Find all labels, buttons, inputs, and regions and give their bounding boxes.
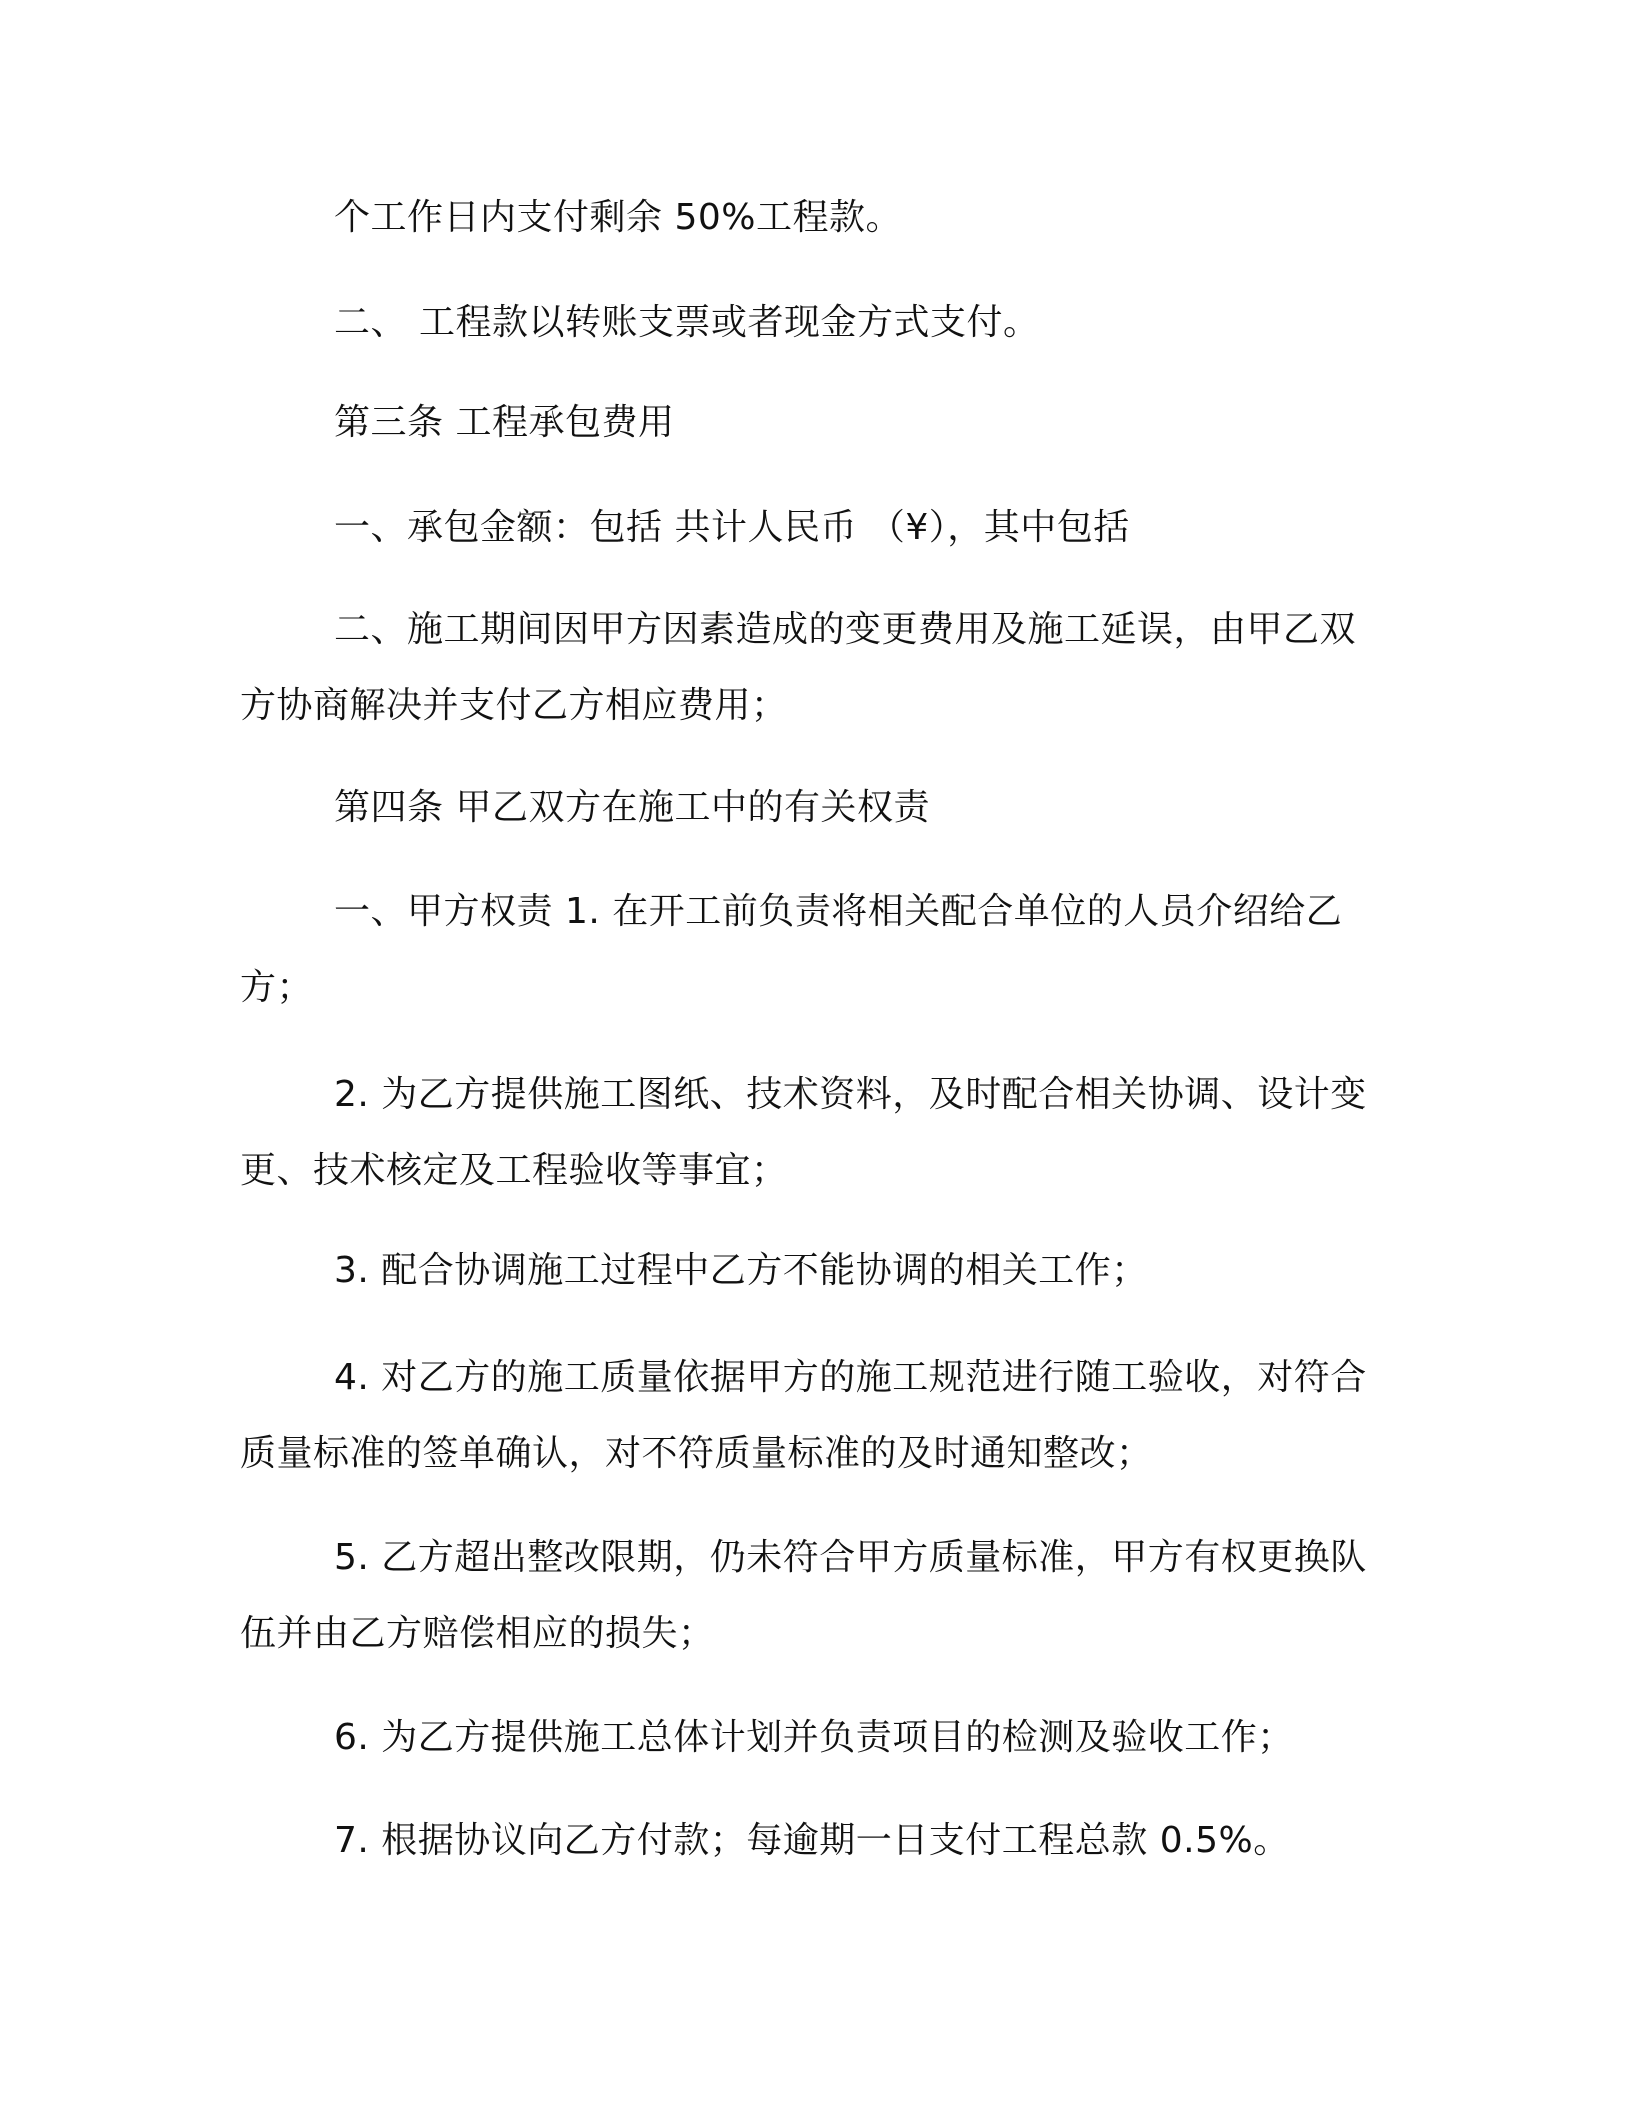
paragraph-line: 3. 配合协调施工过程中乙方不能协调的相关工作； xyxy=(334,1250,1148,1291)
section-heading-3 xyxy=(240,385,1400,461)
paragraph-line: 7. 根据协议向乙方付款；每逾期一日支付工程总款 0.5%。 xyxy=(334,1820,1290,1861)
paragraph-line: 第三条 工程承包费用 xyxy=(334,402,675,443)
paragraph-line: 个工作日内支付剩余 50%工程款。 xyxy=(334,197,902,238)
paragraph-11 xyxy=(240,1520,1400,1672)
paragraph-5 xyxy=(240,592,1400,744)
paragraph-1 xyxy=(240,180,1400,256)
paragraph-line: 质量标准的签单确认，对不符质量标准的及时通知整改； xyxy=(240,1433,1153,1474)
paragraph-8 xyxy=(240,1057,1400,1209)
paragraph-line: 二、 工程款以转账支票或者现金方式支付。 xyxy=(334,302,1040,343)
paragraph-line: 2. 为乙方提供施工图纸、技术资料，及时配合相关协调、设计变 xyxy=(334,1074,1367,1115)
paragraph-line: 5. 乙方超出整改限期，仍未符合甲方质量标准，甲方有权更换队 xyxy=(334,1537,1367,1578)
paragraph-12 xyxy=(240,1700,1400,1776)
paragraph-13 xyxy=(240,1803,1400,1879)
paragraph-line: 二、施工期间因甲方因素造成的变更费用及施工延误，由甲乙双 xyxy=(334,609,1357,650)
paragraph-line: 4. 对乙方的施工质量依据甲方的施工规范进行随工验收，对符合 xyxy=(334,1357,1367,1398)
paragraph-line: 伍并由乙方赔偿相应的损失； xyxy=(240,1613,715,1654)
paragraph-10 xyxy=(240,1340,1400,1492)
paragraph-line: 方协商解决并支付乙方相应费用； xyxy=(240,685,788,726)
paragraph-9 xyxy=(240,1233,1400,1309)
section-heading-4 xyxy=(240,770,1400,846)
paragraph-line: 方； xyxy=(240,967,314,1008)
paragraph-4 xyxy=(240,490,1400,566)
paragraph-7 xyxy=(240,874,1400,1026)
paragraph-line: 6. 为乙方提供施工总体计划并负责项目的检测及验收工作； xyxy=(334,1717,1294,1758)
paragraph-line: 一、甲方权责 1. 在开工前负责将相关配合单位的人员介绍给乙 xyxy=(334,891,1343,932)
paragraph-2 xyxy=(240,285,1400,361)
paragraph-line: 第四条 甲乙双方在施工中的有关权责 xyxy=(334,787,930,828)
paragraph-line: 一、承包金额：包括 共计人民币 （¥），其中包括 xyxy=(334,507,1130,548)
paragraph-line: 更、技术核定及工程验收等事宜； xyxy=(240,1150,788,1191)
